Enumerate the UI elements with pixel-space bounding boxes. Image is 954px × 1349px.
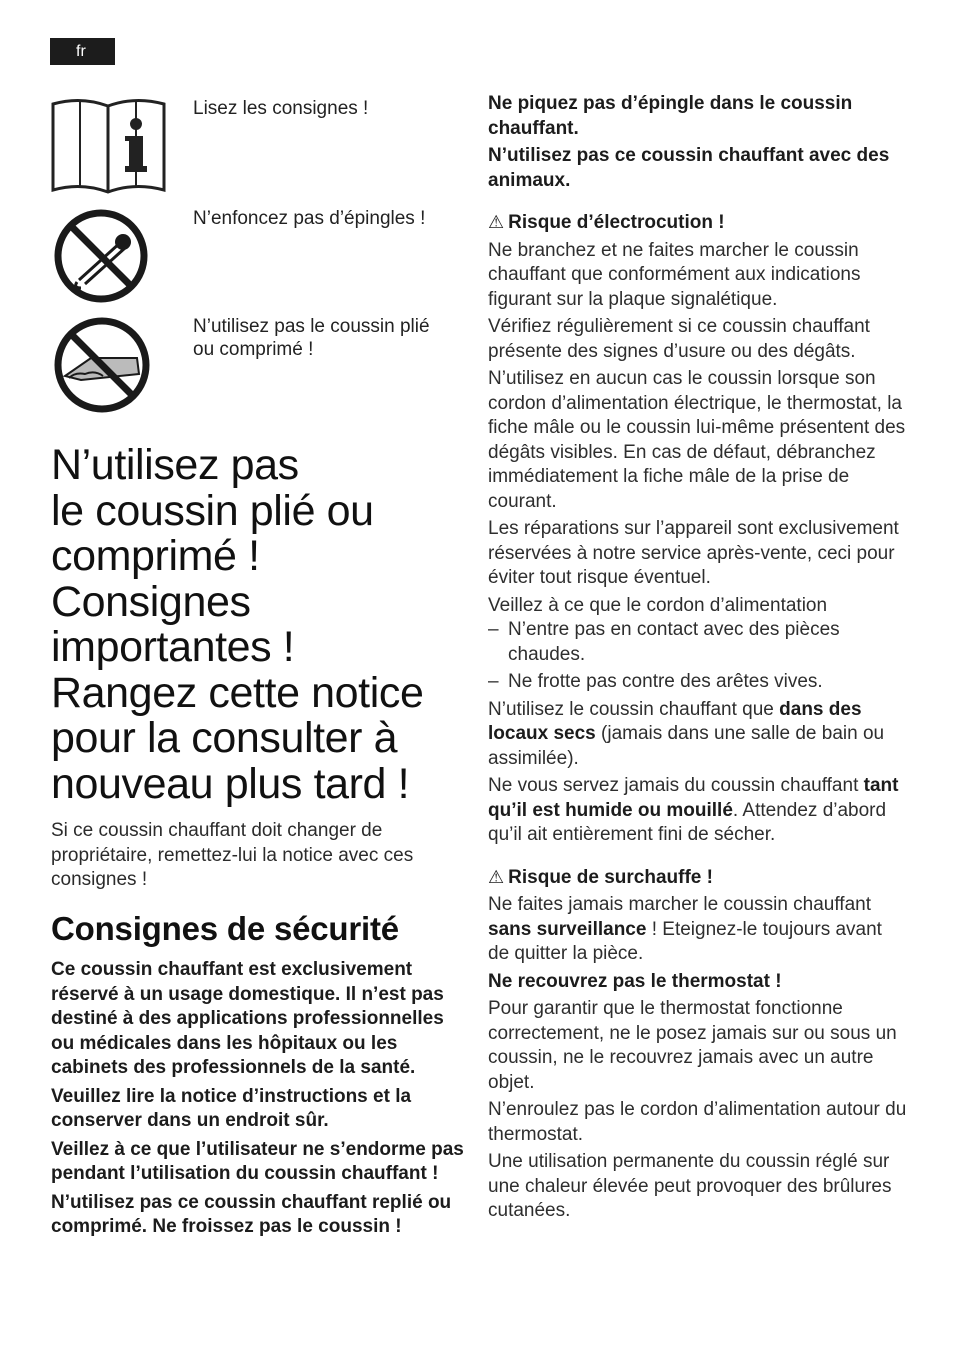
overheat-heading-text: Risque de surchauffe ! xyxy=(508,866,713,888)
caption-line-2: ou comprimé ! xyxy=(193,339,314,360)
emphasis: dans des locaux secs xyxy=(488,698,862,744)
right-safety-column xyxy=(488,92,908,1227)
read-instructions-icon xyxy=(51,96,167,194)
section-heading: Consignes de sécurité xyxy=(51,910,399,947)
title-line: comprimé ! xyxy=(51,532,260,580)
overheat-heading xyxy=(488,865,908,891)
text: ! Eteignez-le toujours avant de quitter la pièce. xyxy=(488,918,882,964)
unattended-paragraph xyxy=(488,893,908,967)
list-item-text: Ne frotte pas contre des arêtes vives. xyxy=(508,671,823,692)
electro-paragraph: Ne branchez et ne faites marcher le coussin chauffant que conformément aux indications figurant sur la plaque signalétique. xyxy=(488,239,861,310)
thermostat-warning: Ne recouvrez pas le thermostat ! xyxy=(488,970,782,992)
title-line: N’utilisez pas xyxy=(51,441,299,489)
electro-paragraph: N’utilisez en aucun cas le coussin lorsque son cordon d’alimentation électrique, le thermostat, la fiche mâle ou le coussin lui-même présentent des dégâts visibles. En cas de défaut, débranchez immédiatement la fiche mâle de la prise de courant. xyxy=(488,368,906,512)
left-safety-column xyxy=(51,958,466,1244)
warning-triangle-icon: ⚠ xyxy=(488,866,505,887)
electrocution-heading-text: Risque d’électrocution ! xyxy=(508,212,725,233)
electrocution-heading xyxy=(488,210,908,236)
read-instructions-caption: Lisez les consignes ! xyxy=(193,98,369,119)
thermostat-paragraph: Pour garantir que le thermostat fonctionne correctement, ne le posez jamais sur ou sous un coussin, ne le recouvrez jamais avec un autre objet. xyxy=(488,998,897,1093)
warning-triangle-icon: ⚠ xyxy=(488,212,505,232)
safety-paragraph: Veuillez lire la notice d’instructions et la conserver dans un endroit sûr. xyxy=(51,1085,412,1131)
no-pins-caption: N’enfoncez pas d’épingles ! xyxy=(193,208,426,229)
text: (jamais dans une salle de bain ou assimilée). xyxy=(488,723,885,769)
caption-line-1: N’utilisez pas le coussin plié xyxy=(193,316,430,337)
text: . Attendez d’abord qu’il ait entièrement fini de sécher. xyxy=(488,799,887,845)
title-line: Rangez cette notice xyxy=(51,668,424,717)
title-line: Consignes xyxy=(51,577,251,626)
animal-warning: N’utilisez pas ce coussin chauffant avec des animaux. xyxy=(488,145,890,191)
intro-text: Si ce coussin chauffant doit changer de propriétaire, remettez-lui la notice avec ces consignes ! xyxy=(51,820,414,890)
list-item xyxy=(488,618,908,667)
text: N’utilisez le coussin chauffant que xyxy=(488,698,780,720)
list-item-text: N’entre pas en contact avec des pièces chaudes. xyxy=(508,619,840,665)
title-line: nouveau plus tard ! xyxy=(51,759,410,808)
pin-warning: Ne piquez pas d’épingle dans le coussin chauffant. xyxy=(488,93,853,139)
text: Ne faites jamais marcher le coussin chauffant xyxy=(488,894,871,915)
safety-paragraph: N’utilisez pas ce coussin chauffant replié ou comprimé. Ne froissez pas le coussin ! xyxy=(51,1191,452,1237)
thermostat-paragraph: Une utilisation permanente du coussin réglé sur une chaleur élevée peut provoquer des brûlures cutanées. xyxy=(488,1151,892,1221)
dash-bullet: – xyxy=(488,671,499,692)
text: Ne vous servez jamais du coussin chauffant xyxy=(488,775,864,796)
no-folded-pad-caption xyxy=(193,315,430,361)
dash-bullet: – xyxy=(488,619,499,640)
title-line: le coussin plié ou xyxy=(51,486,374,535)
no-pins-icon xyxy=(51,208,151,304)
safety-paragraph: Veillez à ce que l’utilisateur ne s’endorme pas pendant l’utilisation du coussin chauffant ! xyxy=(51,1138,464,1184)
electro-paragraph: Les réparations sur l’appareil sont exclusivement réservées à notre service après-vente, ceci pour éviter tout risque éventuel. xyxy=(488,518,899,588)
thermostat-paragraph: N’enroulez pas le cordon d’alimentation autour du thermostat. xyxy=(488,1099,907,1145)
title-line: importantes ! xyxy=(51,623,295,671)
wet-paragraph xyxy=(488,774,908,848)
electro-paragraph: Vérifiez régulièrement si ce coussin chauffant présente des signes d’usure ou des dégâts. xyxy=(488,316,870,362)
list-item xyxy=(488,670,908,695)
electro-paragraph: Veillez à ce que le cordon d’alimentation xyxy=(488,594,828,616)
no-folded-pad-icon xyxy=(51,316,153,414)
emphasis: sans surveillance xyxy=(488,918,647,940)
main-title xyxy=(51,443,471,807)
dry-rooms-paragraph xyxy=(488,698,908,772)
language-tab: fr xyxy=(50,38,115,65)
safety-paragraph: Ce coussin chauffant est exclusivement réservé à un usage domestique. Il n’est pas destiné à des applications professionnelles ou médicales dans les hôpitaux ou les cabinets des professionnels de la santé. xyxy=(51,959,444,1078)
emphasis: tant qu’il est humide ou mouillé xyxy=(488,775,899,821)
title-line: pour la consulter à xyxy=(51,714,398,762)
